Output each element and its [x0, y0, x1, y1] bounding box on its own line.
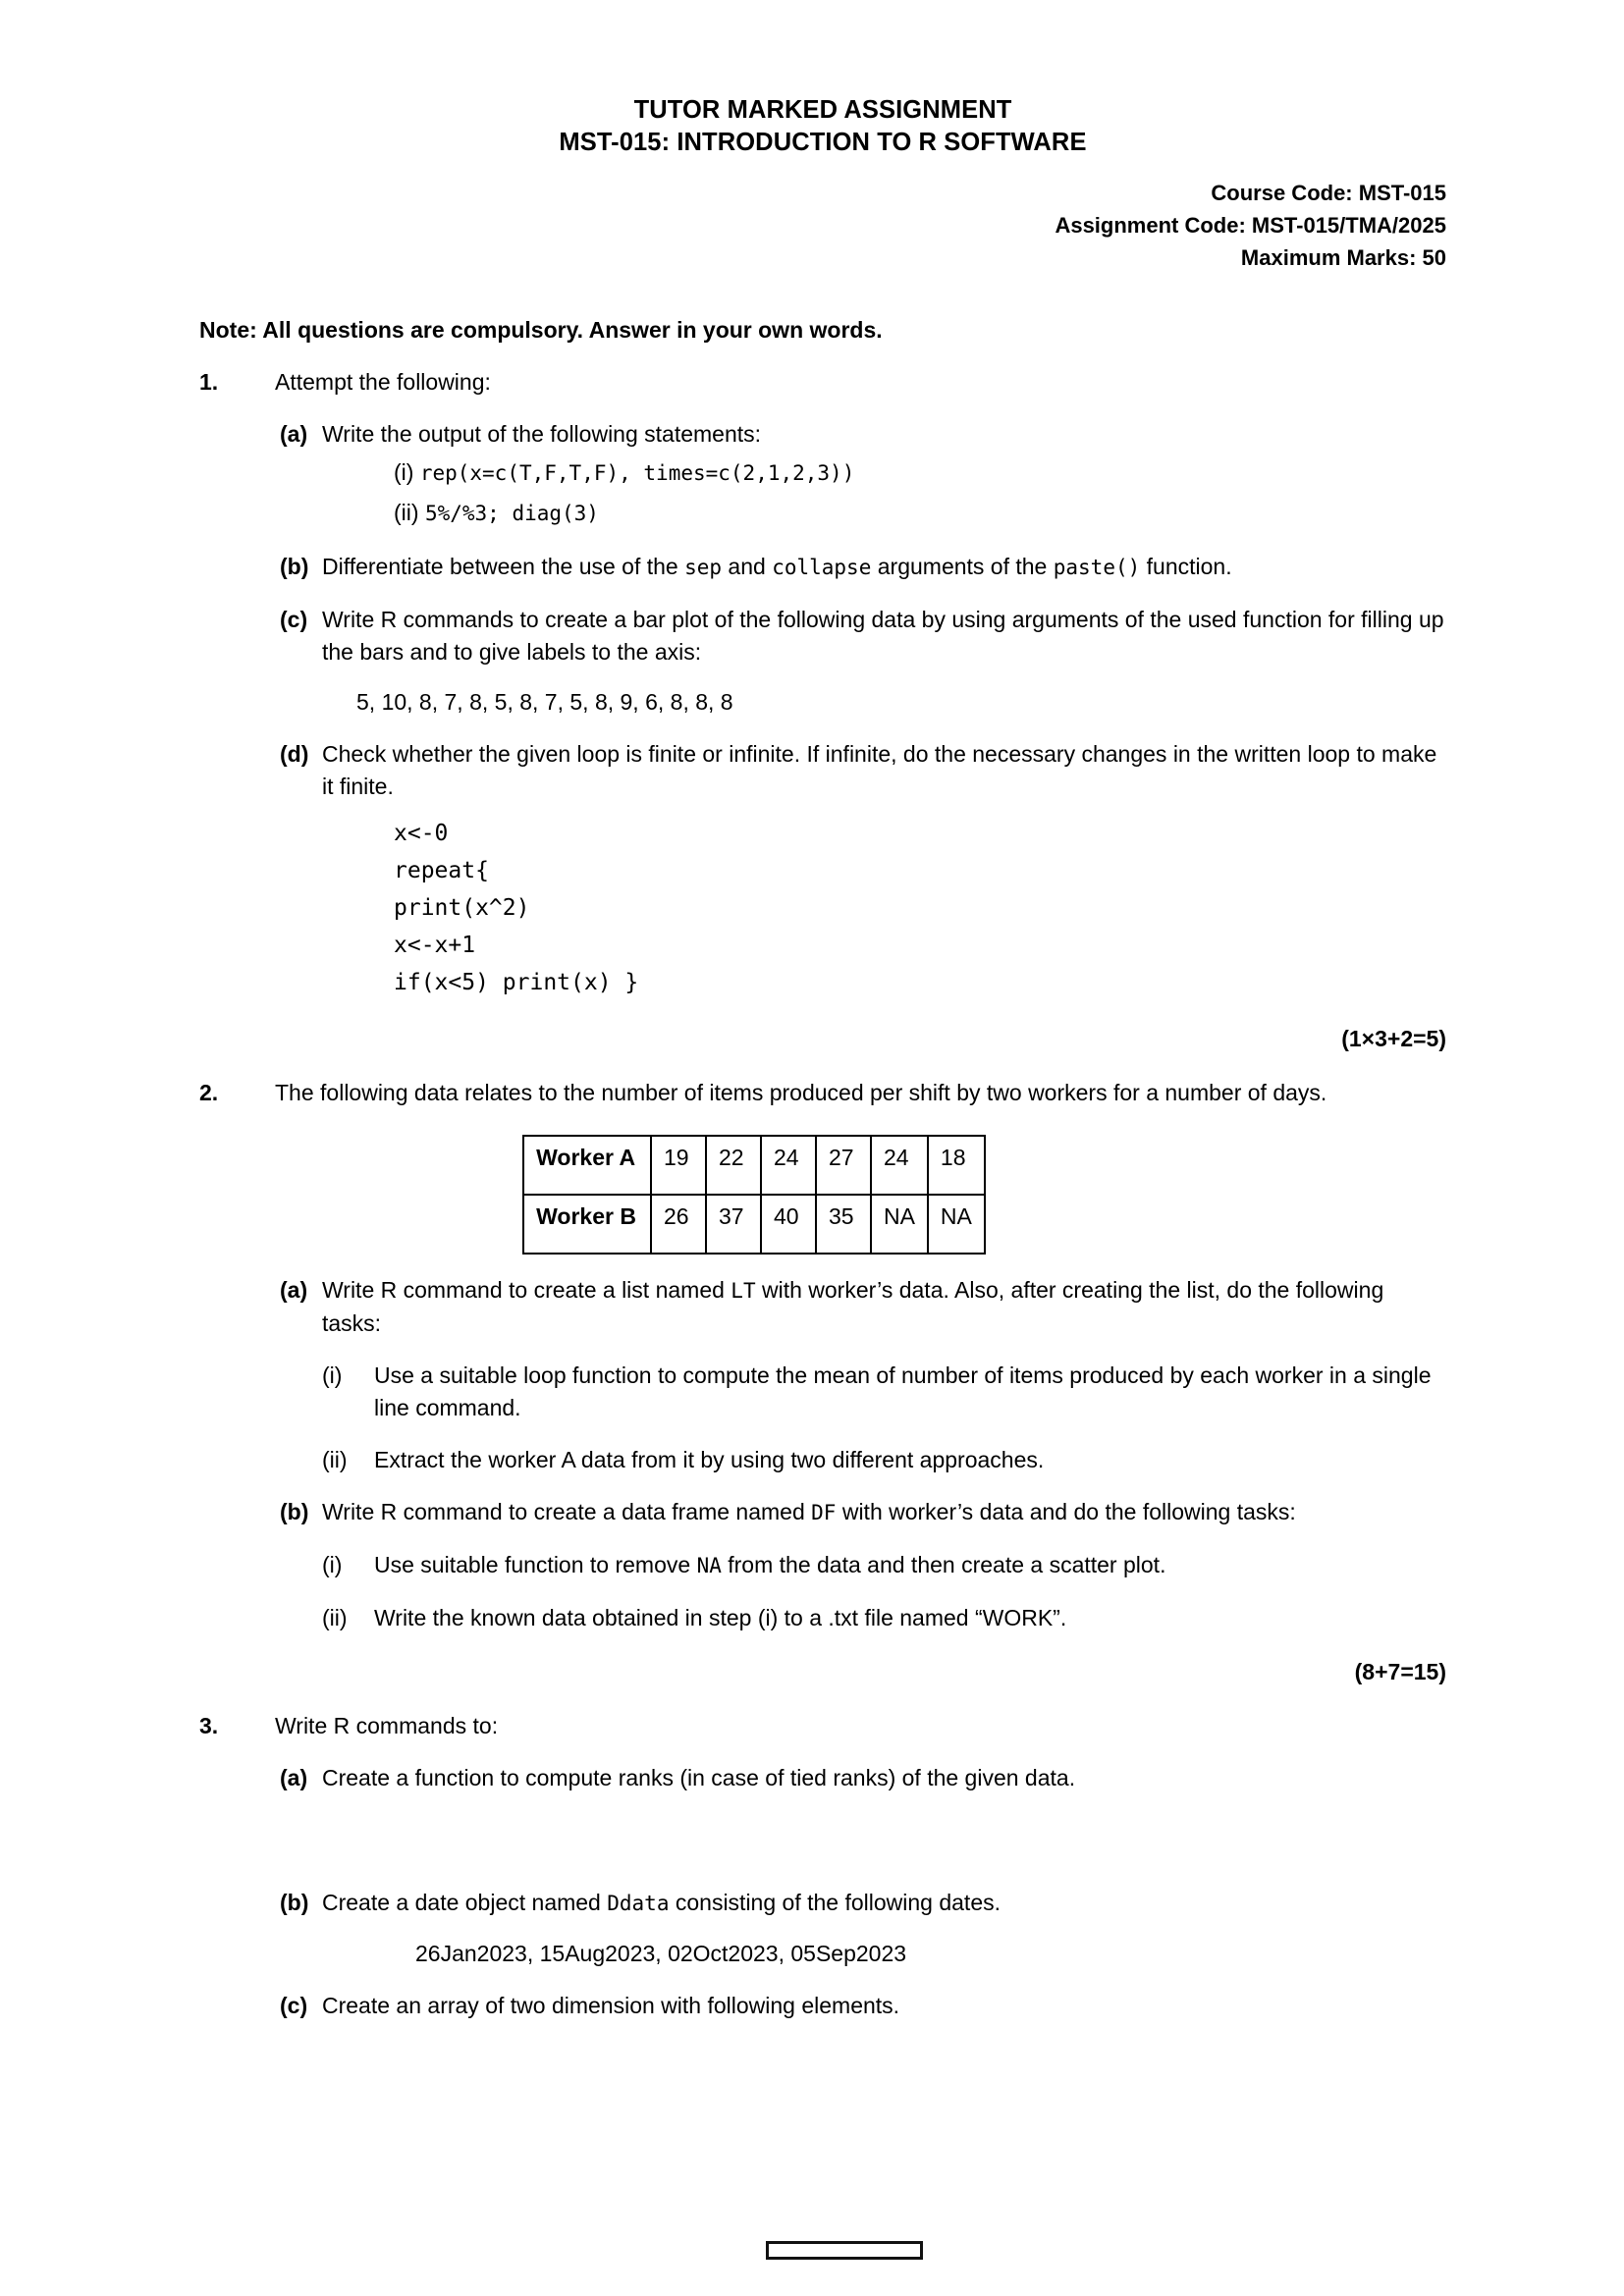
- question-1d-label: (d): [280, 741, 309, 767]
- question-1-number: 1.: [199, 369, 219, 395]
- worker-b-value-5: NA: [871, 1195, 928, 1254]
- code-line-3: print(x^2): [394, 895, 530, 921]
- question-1b-text: [322, 551, 1446, 584]
- question-3b-code-ddata: Ddata: [607, 1892, 670, 1915]
- compulsory-note: Note: All questions are compulsory. Answer in your own words.: [199, 317, 883, 343]
- question-1a-item-ii-roman: (ii): [394, 500, 419, 525]
- question-3c: [280, 1990, 1446, 2022]
- worker-data-table: [522, 1135, 986, 1255]
- question-3-number: 3.: [199, 1713, 219, 1738]
- question-2a-item-ii: [322, 1444, 1446, 1476]
- question-1b-code-collapse: collapse: [772, 556, 872, 579]
- question-1b-text-part1: Differentiate between the use of the: [322, 554, 685, 579]
- table-row: [523, 1136, 985, 1195]
- question-2b: [280, 1496, 1446, 1529]
- question-1b-text-part4: function.: [1140, 554, 1232, 579]
- code-line-4: x<-x+1: [394, 933, 476, 958]
- question-2a-item-i-roman: (i): [322, 1362, 343, 1388]
- code-line-5: if(x<5) print(x) }: [394, 970, 639, 995]
- worker-a-label: Worker A: [523, 1136, 651, 1195]
- question-3c-label: (c): [280, 1993, 308, 2018]
- question-2a-text-part1: Write R command to create a list named: [322, 1277, 731, 1303]
- assignment-title-line1: TUTOR MARKED ASSIGNMENT: [633, 96, 1012, 124]
- question-2-number: 2.: [199, 1080, 219, 1105]
- maximum-marks: Maximum Marks: 50: [1240, 245, 1446, 270]
- worker-b-value-2: 37: [706, 1195, 761, 1254]
- question-1d-code-block: [394, 815, 1446, 1001]
- worker-b-label: Worker B: [523, 1195, 651, 1254]
- question-3b-text-part2: consisting of the following dates.: [669, 1890, 1001, 1915]
- question-2b-item-ii-roman: (ii): [322, 1605, 348, 1630]
- code-line-1: x<-0: [394, 821, 449, 846]
- question-2-marks: (8+7=15): [1354, 1659, 1446, 1684]
- question-2a-item-ii-text: Extract the worker A data from it by using two different approaches.: [374, 1447, 1045, 1472]
- question-1a-item-i-code: rep(x=c(T,F,T,F), times=c(2,1,2,3)): [419, 461, 855, 485]
- question-2a-text-part2: with worker’s data. Also, after creating the list, do the following tasks:: [322, 1277, 1384, 1336]
- question-2a-item-ii-roman: (ii): [322, 1447, 348, 1472]
- worker-a-value-4: 27: [816, 1136, 871, 1195]
- question-1b-code-paste: paste(): [1053, 556, 1141, 579]
- question-3-stem: Write R commands to:: [275, 1713, 499, 1738]
- question-2b-text-part1: Write R command to create a data frame named: [322, 1499, 812, 1524]
- question-1b: [280, 551, 1446, 584]
- page-number-box: [766, 2241, 923, 2260]
- worker-b-value-6: NA: [928, 1195, 985, 1254]
- question-3b-dates: 26Jan2023, 15Aug2023, 02Oct2023, 05Sep2023: [415, 1941, 907, 1966]
- question-1a-text: Write the output of the following statements:: [322, 421, 762, 447]
- question-1a-item-i: [394, 454, 1446, 491]
- question-2b-item-i-text: [374, 1549, 1446, 1582]
- question-2a-text: [322, 1274, 1446, 1340]
- assignment-code: Assignment Code: MST-015/TMA/2025: [1055, 213, 1446, 238]
- question-2b-code-df: DF: [811, 1501, 837, 1524]
- worker-b-value-4: 35: [816, 1195, 871, 1254]
- question-2b-item-i-part1: Use suitable function to remove: [374, 1552, 697, 1577]
- question-3b-text-part1: Create a date object named: [322, 1890, 608, 1915]
- worker-a-value-2: 22: [706, 1136, 761, 1195]
- assignment-title-line2: MST-015: INTRODUCTION TO R SOFTWARE: [559, 129, 1087, 156]
- question-1b-text-part3: arguments of the: [871, 554, 1054, 579]
- document-header: [199, 94, 1446, 274]
- question-2b-label: (b): [280, 1499, 309, 1524]
- question-1a-item-i-roman: (i): [394, 459, 414, 485]
- question-2a-code-lt: LT: [731, 1279, 756, 1303]
- header-meta-block: [199, 177, 1446, 274]
- question-2b-text-part2: with worker’s data and do the following tasks:: [836, 1499, 1296, 1524]
- question-2b-item-ii: [322, 1602, 1446, 1634]
- question-3b-label: (b): [280, 1890, 309, 1915]
- question-2a-label: (a): [280, 1277, 308, 1303]
- code-line-2: repeat{: [394, 858, 489, 883]
- question-3a-data-space: [199, 1794, 1446, 1867]
- question-1c-text: Write R commands to create a bar plot of the following data by using arguments of the used function for filling up the bars and to give labels to the axis:: [322, 607, 1444, 665]
- question-3c-text: Create an array of two dimension with following elements.: [322, 1993, 900, 2018]
- worker-a-value-1: 19: [651, 1136, 706, 1195]
- question-1a-label: (a): [280, 421, 308, 447]
- table-row: [523, 1195, 985, 1254]
- document-content: [199, 94, 1446, 2022]
- question-1a-item-ii: [394, 495, 1446, 531]
- question-1a-item-ii-code: 5%/%3; diag(3): [424, 502, 599, 525]
- question-2b-item-i-part2: from the data and then create a scatter plot.: [721, 1552, 1166, 1577]
- question-1d: [280, 738, 1446, 803]
- question-2a: [280, 1274, 1446, 1340]
- worker-data-table-wrapper: [199, 1135, 1446, 1255]
- question-1c-data: 5, 10, 8, 7, 8, 5, 8, 7, 5, 8, 9, 6, 8, 8, 8: [356, 689, 733, 715]
- worker-b-value-1: 26: [651, 1195, 706, 1254]
- question-1b-code-sep: sep: [684, 556, 723, 579]
- question-2b-item-ii-text: Write the known data obtained in step (i) to a .txt file named “WORK”.: [374, 1605, 1067, 1630]
- question-2: [199, 1077, 1446, 1109]
- question-1a: [280, 418, 1446, 451]
- question-2-stem: The following data relates to the number of items produced per shift by two workers for a number of days.: [275, 1080, 1327, 1105]
- question-1c-label: (c): [280, 607, 308, 632]
- question-1-marks: (1×3+2=5): [1341, 1026, 1446, 1051]
- worker-b-value-3: 40: [761, 1195, 816, 1254]
- question-1c: [280, 604, 1446, 668]
- question-3a-text: Create a function to compute ranks (in case of tied ranks) of the given data.: [322, 1765, 1076, 1790]
- worker-a-value-3: 24: [761, 1136, 816, 1195]
- question-2b-text: [322, 1496, 1446, 1529]
- worker-a-value-5: 24: [871, 1136, 928, 1195]
- question-3b-text: [322, 1887, 1446, 1920]
- question-2b-item-i-roman: (i): [322, 1552, 343, 1577]
- question-2a-item-i-text: Use a suitable loop function to compute the mean of number of items produced by each worker in a single line command.: [374, 1362, 1432, 1420]
- question-2a-item-i: [322, 1360, 1446, 1424]
- question-2b-item-i-code-na: NA: [696, 1554, 722, 1577]
- question-1-stem: Attempt the following:: [275, 369, 491, 395]
- question-3a-label: (a): [280, 1765, 308, 1790]
- course-code: Course Code: MST-015: [1211, 181, 1446, 205]
- question-1: [199, 366, 1446, 399]
- question-3: [199, 1710, 1446, 1742]
- question-1b-text-part2: and: [722, 554, 773, 579]
- question-3b: [280, 1887, 1446, 1920]
- question-3a: [280, 1762, 1446, 1794]
- question-1b-label: (b): [280, 554, 309, 579]
- question-1d-text: Check whether the given loop is finite or infinite. If infinite, do the necessary changes in the written loop to make it finite.: [322, 741, 1437, 799]
- worker-a-value-6: 18: [928, 1136, 985, 1195]
- question-2b-item-i: [322, 1549, 1446, 1582]
